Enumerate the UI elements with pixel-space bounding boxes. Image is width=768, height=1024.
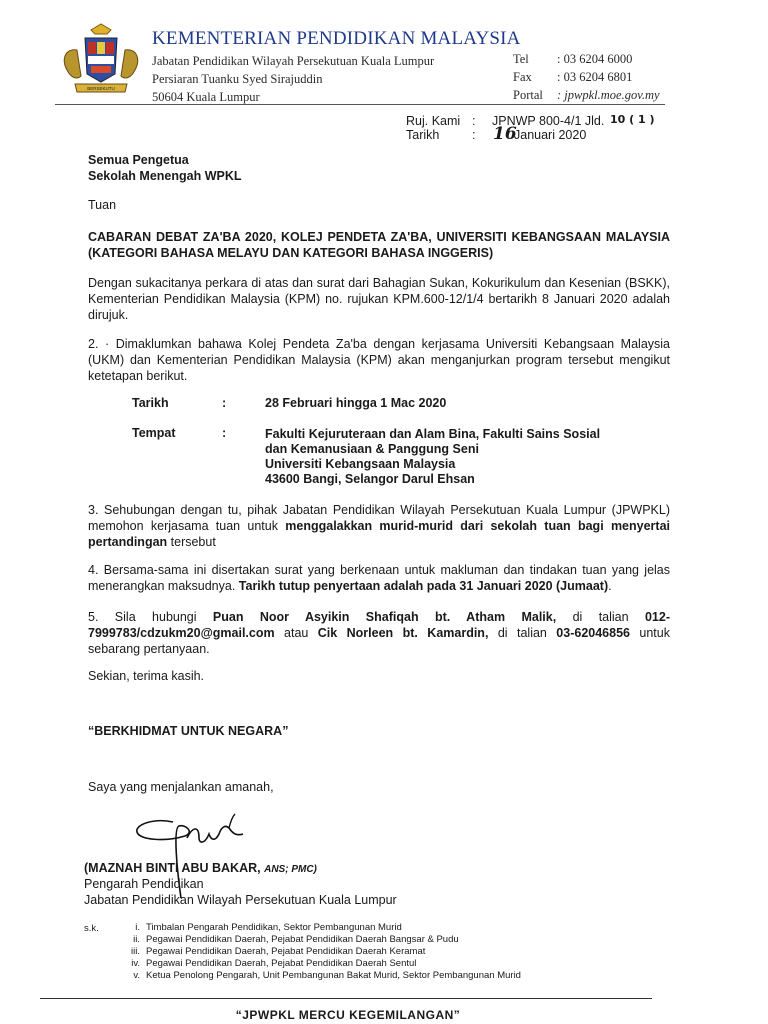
date-value: Januari 2020 [514, 128, 587, 142]
amanah-line: Saya yang menjalankan amanah, [88, 780, 274, 794]
p3-text-end: tersebut [167, 535, 216, 549]
ministry-name: KEMENTERIAN PENDIDIKAN MALAYSIA [152, 28, 521, 49]
ref-handwritten: 10 ( 1 ) [610, 113, 655, 126]
p5-text: 5. Sila hubungi [88, 610, 213, 624]
cc-num: iv. [131, 958, 140, 969]
ref-value: JPNWP 800-4/1 Jld. [492, 114, 605, 128]
contact-phone-2: 03-62046856 [556, 626, 630, 640]
cc-text: Pegawai Pendidikan Daerah, Pejabat Pendidikan Daerah Bangsar & Pudu [146, 934, 459, 945]
address-line: Persiaran Tuanku Syed Sirajuddin [152, 72, 323, 86]
signatory-title: Pengarah Pendidikan [84, 877, 204, 891]
cc-text: Pegawai Pendidikan Daerah, Pejabat Pendidikan Daerah Keramat [146, 946, 426, 957]
paragraph-1: Dengan sukacitanya perkara di atas dan surat dari Bahagian Sukan, Kokurikulum dan Kesenian (BSKK), Kementerian Pendidikan Malaysia (KPM) no. rujukan KPM.600-12/1/4 bertarikh 8 Januari 2020 adalah dirujuk. [88, 276, 670, 322]
p5-text-end: untuk sebarang pertanyaan. [88, 626, 670, 656]
cc-item [118, 922, 521, 934]
p4-text-end: . [608, 579, 612, 593]
paragraph-5 [88, 609, 670, 657]
salutation: Tuan [88, 198, 117, 212]
signatory-department: Jabatan Pendidikan Wilayah Persekutuan Kuala Lumpur [84, 893, 397, 907]
paragraph-3 [88, 502, 670, 550]
detail-date-colon: : [222, 396, 227, 410]
recipient [88, 152, 242, 184]
fax-value: : 03 6204 6801 [557, 70, 633, 84]
cc-text: Ketua Penolong Pengarah, Unit Pembangunan Bakat Murid, Sektor Pembangunan Murid [146, 970, 521, 981]
cc-list [118, 922, 521, 982]
detail-date-label: Tarikh [132, 396, 169, 410]
portal-value: : jpwpkl.moe.gov.my [557, 88, 660, 102]
cc-label: s.k. [84, 923, 99, 934]
signatory-name [84, 861, 317, 875]
cc-text: Pegawai Pendidikan Daerah, Pejabat Pendidikan Daerah Sentul [146, 958, 417, 969]
cc-text: Timbalan Pengarah Pendidikan, Sektor Pembangunan Murid [146, 922, 402, 933]
p4-text: 4. Bersama-sama ini disertakan surat yang berkenaan untuk makluman dan tindakan tuan yang jelas menerangkan maksudnya. [88, 563, 670, 593]
fax-label: Fax [513, 70, 532, 84]
cc-num: i. [135, 922, 140, 933]
cc-num: iii. [131, 946, 140, 957]
p5-text: di talian [556, 610, 645, 624]
cc-item [118, 934, 521, 946]
ref-label: Ruj. Kami [406, 114, 461, 128]
p3-text: 3. Sehubungan dengan tu, pihak Jabatan Pendidikan Wilayah Persekutuan Kuala Lumpur (JPWPKL) memohon kerjasama tuan untuk [88, 503, 670, 533]
recipient-line: Sekolah Menengah WPKL [88, 169, 242, 183]
subject: CABARAN DEBAT ZA'BA 2020, KOLEJ PENDETA ZA'BA, UNIVERSITI KEBANGSAAN MALAYSIA (KATEGORI BAHASA MELAYU DAN KATEGORI BAHASA INGGERIS) [88, 230, 670, 260]
recipient-line: Semua Pengetua [88, 153, 189, 167]
tel-label: Tel [513, 52, 529, 66]
p4-emphasis: Tarikh tutup penyertaan adalah pada 31 Januari 2020 (Jumaat) [238, 579, 609, 593]
cc-num: ii. [133, 934, 140, 945]
signatory-name-text: (MAZNAH BINTI ABU BAKAR, [84, 861, 261, 875]
detail-venue-value [265, 427, 600, 487]
cc-item [118, 958, 521, 970]
portal-label: Portal [513, 88, 543, 102]
letterhead-contacts [513, 51, 660, 105]
paragraph-2: 2. · Dimaklumkan bahawa Kolej Pendeta Za'ba dengan kerjasama Universiti Kebangsaan Malaysia (UKM) dan Kementerian Pendidikan Malaysia (KPM) akan menganjurkan program tersebut mengikut ketetapan berikut. [88, 337, 670, 383]
detail-date-value: 28 Februari hingga 1 Mac 2020 [265, 396, 447, 410]
venue-line: Fakulti Kejuruteraan dan Alam Bina, Fakulti Sains Sosial [265, 427, 601, 441]
closing: Sekian, terima kasih. [88, 669, 205, 683]
footer-divider [40, 998, 652, 999]
detail-venue-colon: : [222, 426, 227, 440]
p5-text: atau [274, 626, 318, 640]
address-line: Jabatan Pendidikan Wilayah Persekutuan Kuala Lumpur [152, 54, 435, 68]
tel-value: : 03 6204 6000 [557, 52, 633, 66]
address-line: 50604 Kuala Lumpur [152, 90, 260, 104]
signatory-honours: ANS; PMC) [264, 864, 317, 875]
venue-line: Universiti Kebangsaan Malaysia [265, 457, 456, 471]
date-handwritten-day: 16 [493, 124, 517, 144]
contact-person-2: Cik Norleen bt. Kamardin, [317, 626, 489, 640]
paragraph-4 [88, 562, 670, 594]
footer-text: “JPWPKL MERCU KEGEMILANGAN” [235, 1008, 461, 1022]
letterhead-divider [55, 104, 665, 105]
date-colon: : [472, 128, 476, 142]
svg-text:BERSEKUTU: BERSEKUTU [87, 86, 115, 91]
detail-venue-label: Tempat [132, 426, 176, 440]
letterhead-address [152, 52, 434, 106]
date-label: Tarikh [406, 128, 440, 142]
coat-of-arms-logo [55, 20, 147, 98]
cc-item [118, 970, 521, 982]
footer-slogan [0, 1008, 768, 1022]
motto: “BERKHIDMAT UNTUK NEGARA” [88, 724, 289, 738]
venue-line: 43600 Bangi, Selangor Darul Ehsan [265, 472, 475, 486]
cc-num: v. [133, 970, 140, 981]
venue-line: dan Kemanusiaan & Panggung Seni [265, 442, 479, 456]
ref-colon: : [472, 114, 476, 128]
contact-person-1: Puan Noor Asyikin Shafiqah bt. Atham Malik, [212, 610, 557, 624]
contact-phone-1: 012-7999783/cdzukm20@gmail.com [88, 610, 670, 640]
p3-emphasis: menggalakkan murid-murid dari sekolah tuan bagi menyertai pertandingan [88, 519, 670, 549]
cc-item [118, 946, 521, 958]
p5-text: di talian [488, 626, 557, 640]
